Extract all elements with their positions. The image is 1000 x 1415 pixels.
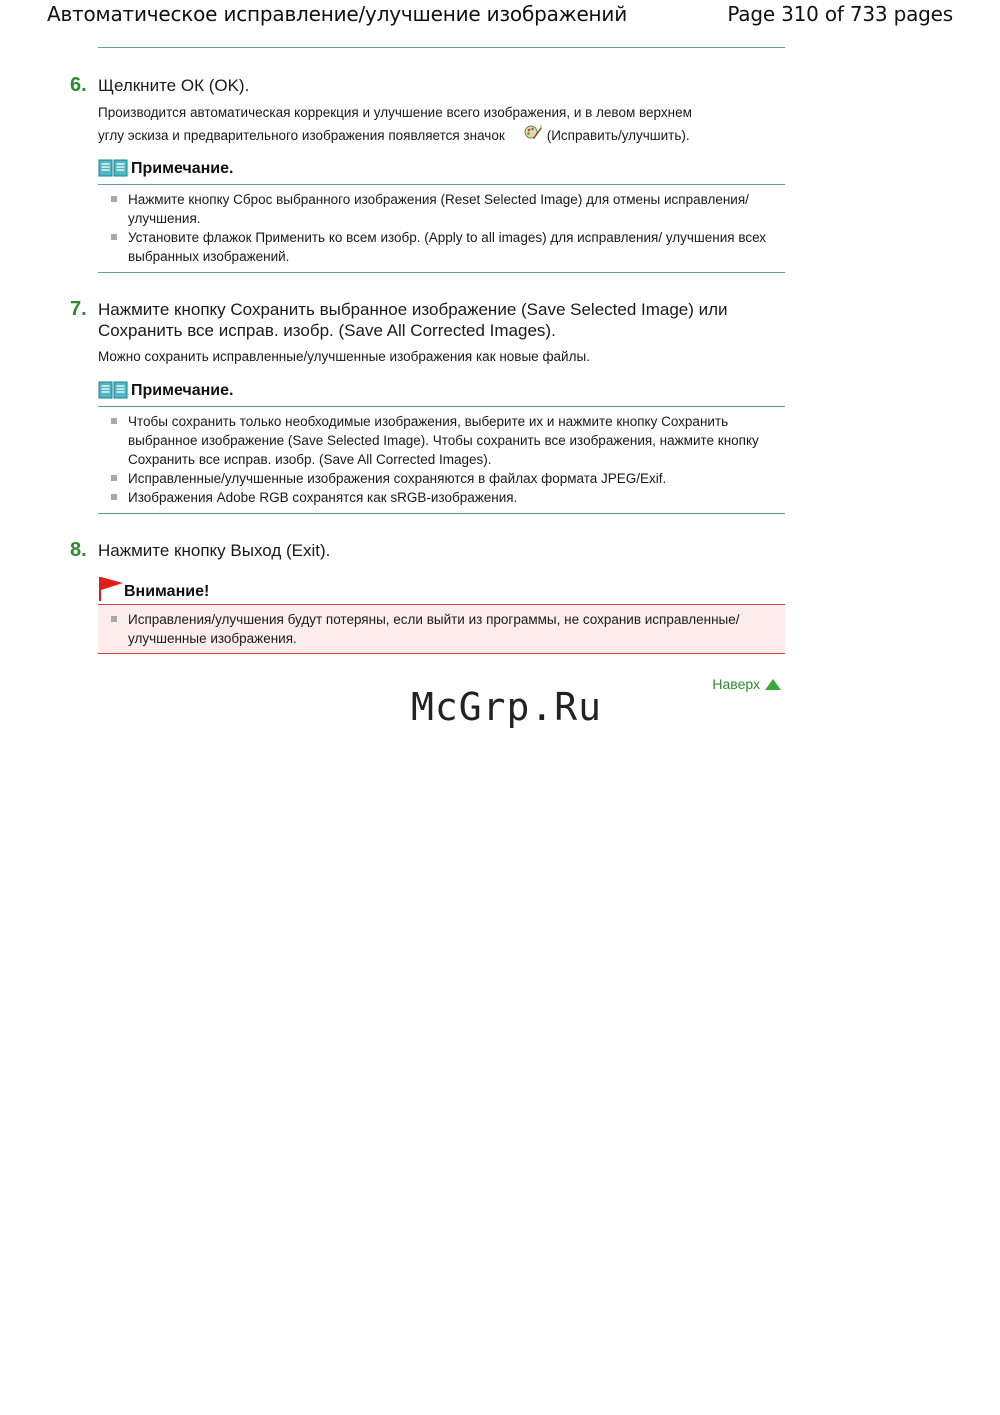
step-number: 7.: [70, 298, 87, 320]
step-description: Можно сохранить исправленные/улучшенные изображения как новые файлы.: [98, 349, 590, 364]
bullet-icon: [111, 475, 117, 481]
note-header: [98, 380, 785, 407]
list-item: [98, 190, 785, 228]
list-item-text: Чтобы сохранить только необходимые изображения, выберите их и нажмите кнопку Сохранить выбранное изображение (Save Selected Image). Чтобы сохранить все изображения, нажмите кнопку Сохранить все исправ. изобр. (Save All Corrected Images).: [128, 414, 759, 467]
bullet-icon: [111, 234, 117, 240]
step-title: Нажмите кнопку Сохранить выбранное изображение (Save Selected Image) или Сохранить все исправ. изобр. (Save All Corrected Images).: [98, 300, 728, 340]
back-to-top-label: Наверх: [712, 676, 760, 692]
list-item-text: Установите флажок Применить ко всем изобр. (Apply to all images) для исправления/ улучшения всех выбранных изображений.: [128, 230, 767, 264]
note-box: [98, 158, 785, 273]
book-icon: [98, 380, 128, 400]
caution-title: Внимание!: [124, 583, 210, 600]
list-item: [98, 469, 785, 488]
list-item: [98, 610, 785, 648]
list-item-text: Изображения Adobe RGB сохранятся как sRGB-изображения.: [128, 490, 518, 505]
step-number: 8.: [70, 539, 87, 561]
list-item: [98, 488, 785, 507]
divider: [98, 47, 785, 48]
correct-enhance-icon: [523, 124, 543, 142]
step-number: 6.: [70, 74, 87, 96]
caution-box: [98, 576, 785, 654]
list-item-text: Исправления/улучшения будут потеряны, если выйти из программы, не сохранив исправленные/улучшенные изображения.: [128, 612, 740, 646]
step-title: Нажмите кнопку Выход (Exit).: [98, 541, 331, 560]
list-item: [98, 412, 785, 469]
watermark: McGrp.Ru: [410, 685, 603, 729]
page-indicator: Page 310 of 733 pages: [727, 2, 953, 26]
document-title: Автоматическое исправление/улучшение изображений: [47, 2, 628, 26]
note-list: [98, 407, 785, 514]
bullet-icon: [111, 494, 117, 500]
note-title: Примечание.: [131, 382, 234, 399]
step-title: Щелкните ОК (OK).: [98, 76, 250, 95]
red-flag-icon: [98, 576, 124, 602]
note-header: [98, 158, 785, 185]
book-icon: [98, 158, 128, 178]
step-description-line: углу эскиза и предварительного изображения появляется значок: [98, 128, 505, 143]
list-item: [98, 228, 785, 266]
step-description-line: (Исправить/улучшить).: [546, 128, 690, 143]
caution-list: [98, 605, 785, 654]
note-title: Примечание.: [131, 160, 234, 177]
bullet-icon: [111, 196, 117, 202]
note-list: [98, 185, 785, 273]
bullet-icon: [111, 616, 117, 622]
note-box: [98, 380, 785, 514]
bullet-icon: [111, 418, 117, 424]
step-description-line: Производится автоматическая коррекция и улучшение всего изображения, и в левом верхнем: [98, 105, 692, 120]
list-item-text: Исправленные/улучшенные изображения сохраняются в файлах формата JPEG/Exif.: [128, 471, 667, 486]
caution-header: [98, 576, 785, 605]
list-item-text: Нажмите кнопку Сброс выбранного изображения (Reset Selected Image) для отмены исправления/улучшения.: [128, 192, 749, 226]
step-description: [98, 102, 785, 147]
